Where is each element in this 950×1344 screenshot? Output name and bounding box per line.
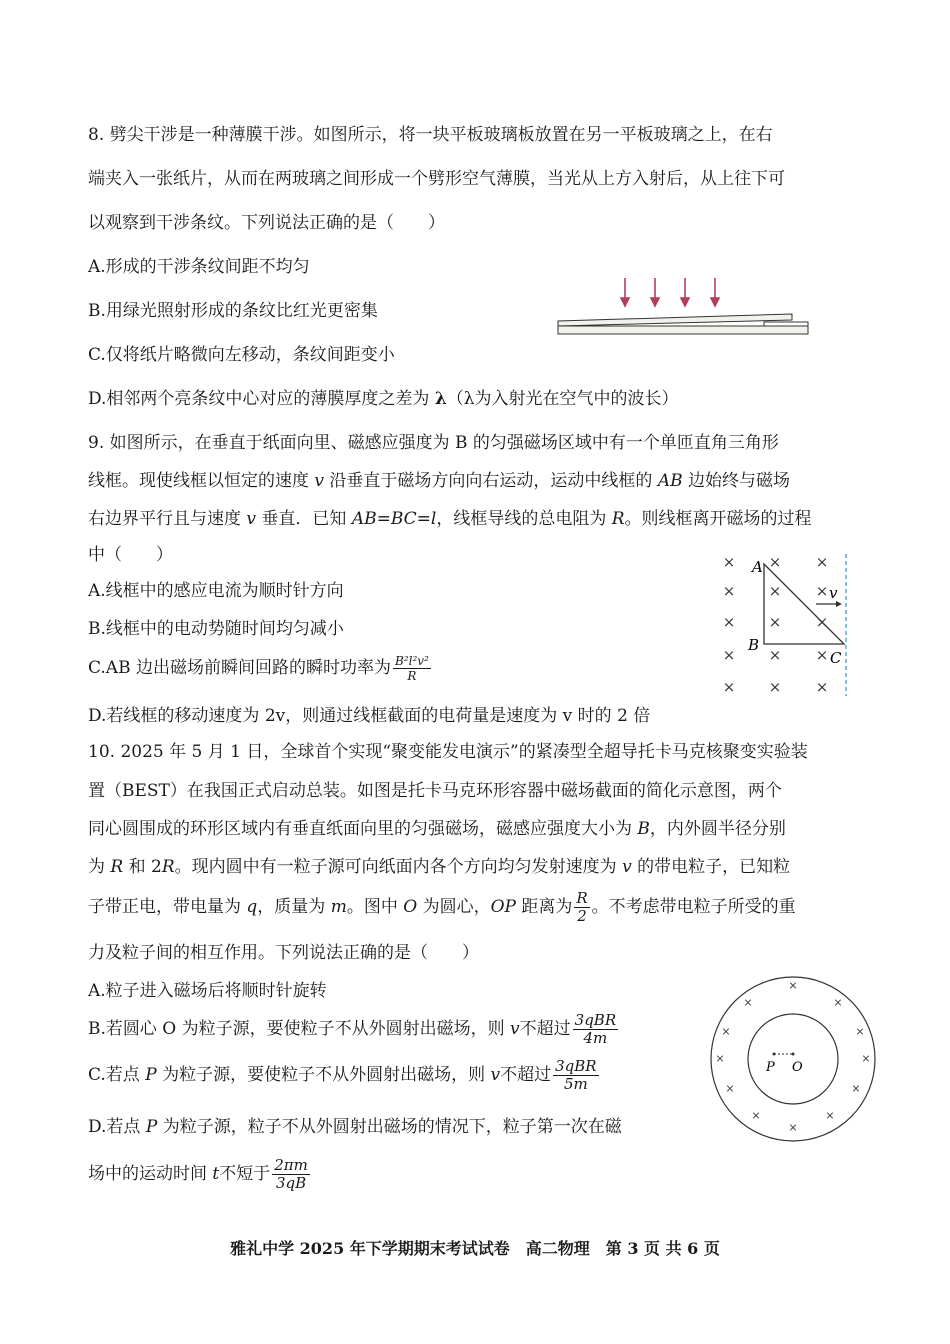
point-p — [773, 1053, 776, 1056]
q10-line5: 子带正电，带电量为 q，质量为 m。图中 O 为圆心，OP 距离为 $\frac{R}{2}$ 。不考虑带电粒子所受的重 — [88, 889, 796, 925]
field-cross: × — [768, 553, 782, 571]
q10-option-c: C.若点 P 为粒子源，要使粒子不从外圆射出磁场，则 v不超过 $\frac{\text{3qBR}}{5m}$ — [88, 1057, 597, 1093]
q8-option-d-note: （λ为入射光在空气中的波长） — [446, 389, 679, 409]
lower-glass-plate — [558, 326, 808, 334]
option-b-fraction: $\frac{\text{3qBR}}{4m}$ — [574, 1011, 617, 1047]
field-cross: × — [715, 1052, 725, 1065]
label-b: B — [748, 636, 760, 654]
q9-line4: 中（ ） — [88, 545, 173, 565]
q9-option-a: A.线框中的感应电流为顺时针方向 — [88, 581, 344, 601]
field-cross: × — [768, 613, 782, 631]
field-cross: × — [722, 646, 736, 664]
field-crosses — [723, 553, 829, 696]
q10-line6: 力及粒子间的相互作用。下列说法正确的是（ ） — [88, 943, 479, 963]
label-c: C — [830, 649, 842, 667]
field-cross: × — [768, 582, 782, 600]
field-cross: × — [751, 1109, 761, 1122]
q10-option-a: A.粒子进入磁场后将顺时针旋转 — [88, 981, 327, 1001]
field-cross: × — [825, 1109, 835, 1122]
incident-light-arrows — [621, 278, 719, 306]
q10-option-b: B.若圆心 O 为粒子源，要使粒子不从外圆射出磁场，则 v不超过 $\frac{\text{3qBR}}{4m}$ — [88, 1011, 617, 1047]
q8-option-d-text: D.相邻两个亮条纹中心对应的薄膜厚度之差为 — [88, 389, 435, 409]
wedge-interference-figure — [550, 270, 820, 350]
field-cross: × — [722, 678, 736, 696]
field-cross: × — [722, 553, 736, 571]
q10-option-d: D.若点 P 为粒子源，粒子不从外圆射出磁场的情况下，粒子第一次在磁 — [88, 1117, 622, 1137]
q9-option-c: C.AB 边出磁场前瞬间回路的瞬时功率为 $\frac{\text{B²l²v²}}{R}$ — [88, 654, 429, 683]
field-cross: × — [788, 1121, 798, 1134]
power-fraction: $\frac{\text{B²l²v²}}{R}$ — [394, 654, 429, 683]
q8-option-d — [88, 388, 679, 410]
q8-line3: 以观察到干涉条纹。下列说法正确的是（ ） — [88, 213, 445, 233]
label-v: v — [829, 584, 838, 602]
q9-line3: 右边界平行且与速度 v 垂直．已知 AB=BC=l，线框导线的总电阻为 R。则线框离开磁场的过程 — [88, 509, 812, 529]
q9-line1: 9. 如图所示，在垂直于纸面向里、磁感应强度为 B 的匀强磁场区域中有一个单匝直角三角形 — [88, 433, 779, 453]
q9-option-d: D.若线框的移动速度为 2v，则通过线框截面的电荷量是速度为 v 时的 2 倍 — [88, 706, 651, 726]
inner-circle — [748, 1014, 838, 1104]
field-cross: × — [815, 553, 829, 571]
page-footer: 雅礼中学 2025 年下学期期末考试试卷 高二物理 第 3 页 共 6 页 — [230, 1239, 720, 1258]
field-cross: × — [768, 646, 782, 664]
field-cross: × — [743, 996, 753, 1009]
q10-option-d-cont: 场中的运动时间 t不短于 $\frac{2\pi m}{3qB}$ — [88, 1156, 308, 1192]
field-cross: × — [722, 613, 736, 631]
q8-option-b: B.用绿光照射形成的条纹比红光更密集 — [88, 301, 378, 321]
q10-line3: 同心圆围成的环形区域内有垂直纸面向里的匀强磁场，磁感应强度大小为 B，内外圆半径分别 — [88, 819, 786, 839]
q10-line1: 10. 2025 年 5 月 1 日，全球首个实现“聚变能发电演示”的紧凑型全超导托卡马克核聚变实验装 — [88, 742, 808, 762]
label-a: A — [752, 558, 763, 576]
field-cross: × — [815, 646, 829, 664]
field-cross: × — [722, 582, 736, 600]
q9-option-b: B.线框中的电动势随时间均匀减小 — [88, 619, 344, 639]
q10-line2: 置（BEST）在我国正式启动总装。如图是托卡马克环形容器中磁场截面的简化示意图，两个 — [88, 781, 782, 801]
ring-field-crosses — [715, 979, 870, 1134]
option-d-fraction: $\frac{2\pi m}{3qB}$ — [274, 1156, 308, 1192]
label-p: P — [766, 1060, 775, 1075]
field-cross: × — [815, 582, 829, 600]
field-cross: × — [851, 1082, 861, 1095]
field-cross: × — [833, 996, 843, 1009]
lambda-symbol: λ — [434, 389, 447, 409]
field-cross: × — [788, 979, 798, 992]
q9-line2: 线框。现使线框以恒定的速度 v 沿垂直于磁场方向向右运动，运动中线框的 AB 边始终与磁场 — [88, 471, 791, 491]
label-o: O — [792, 1060, 803, 1075]
field-cross: × — [721, 1025, 731, 1038]
outer-circle — [711, 977, 875, 1141]
field-cross: × — [855, 1025, 865, 1038]
field-cross: × — [815, 678, 829, 696]
q10-line4: 为 R 和 2R。现内圆中有一粒子源可向纸面内各个方向均匀发射速度为 v 的带电粒子，已知粒 — [88, 857, 791, 877]
tokamak-field-figure — [698, 974, 890, 1148]
field-cross: × — [815, 613, 829, 631]
triangle-frame-figure — [712, 550, 862, 700]
q8-line2: 端夹入一张纸片，从而在两玻璃之间形成一个劈形空气薄膜，当光从上方入射后，从上往下可 — [88, 169, 785, 189]
q8-option-a: A.形成的干涉条纹间距不均匀 — [88, 257, 310, 277]
upper-glass-plate — [558, 314, 792, 326]
q8-line1: 8. 劈尖干涉是一种薄膜干涉。如图所示，将一块平板玻璃板放置在另一平板玻璃之上，在右 — [88, 125, 773, 145]
option-c-fraction: $\frac{\text{3qBR}}{5m}$ — [555, 1057, 597, 1093]
point-o — [792, 1053, 795, 1056]
op-distance-fraction: $\frac{R}{2}$ — [576, 889, 588, 925]
q8-option-c: C.仅将纸片略微向左移动，条纹间距变小 — [88, 345, 395, 365]
field-cross: × — [725, 1082, 735, 1095]
field-cross: × — [861, 1052, 871, 1065]
field-cross: × — [768, 678, 782, 696]
paper-strip — [764, 322, 808, 326]
